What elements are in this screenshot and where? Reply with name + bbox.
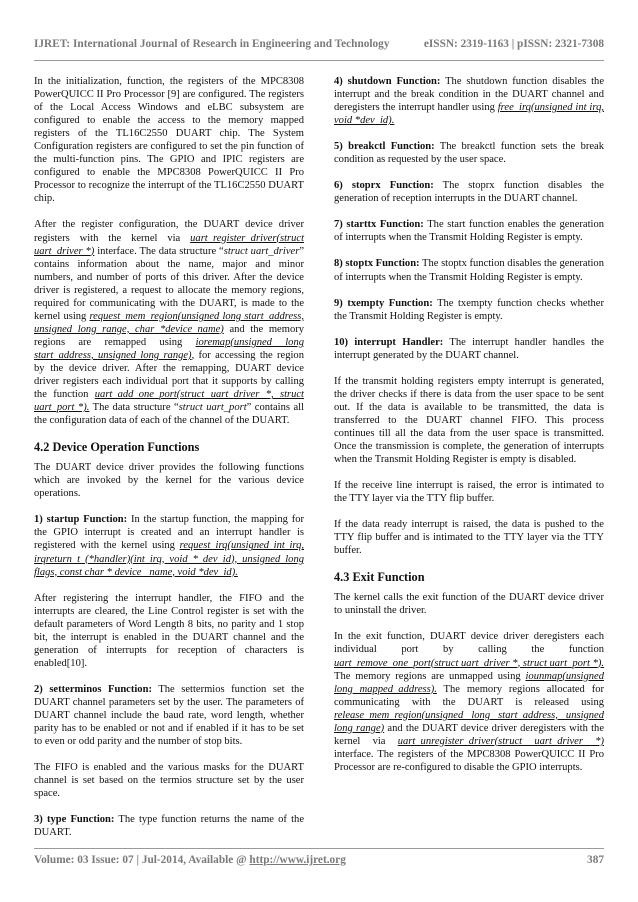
function-title: 9) txempty Function:: [334, 297, 433, 309]
code-ref: struct uart_port: [178, 402, 247, 414]
text-span: The type function returns the name of the DUART.: [34, 814, 304, 839]
paragraph-breakctl: [334, 140, 604, 166]
paragraph-stoptx: [334, 257, 604, 283]
text-span: ” contains information about the name, major and minor numbers, and number of ports of this driver. After the device driver is registered, a request to allocate the memory regions, required for communicating with the DUART, is made to the kernel using: [34, 245, 304, 322]
text-span: The txempty function checks whether the Transmit Holding Register is empty.: [334, 297, 604, 322]
paragraph-interrupt-handler: [334, 336, 604, 362]
text-span: The interrupt handler handles the interrupt generated by the DUART channel.: [334, 336, 604, 361]
paragraph-stoprx: [334, 179, 604, 205]
paragraph-receive-line: If the receive line interrupt is raised, the error is intimated to the TTY layer via the TTY flip buffer.: [334, 480, 604, 505]
code-ref: iounmap(unsigned long mapped_address).: [334, 670, 604, 695]
footer-divider: [34, 848, 604, 849]
paragraph-exit-details: [334, 630, 604, 774]
paragraph-data-ready: If the data ready interrupt is raised, the data is pushed to the TTY flip buffer and is intimated to the TTY layer via the TTY buffer.: [334, 519, 604, 557]
text-span: The memory regions allocated for communicating with the DUART is released using: [334, 683, 605, 708]
paragraph-after-register: After registering the interrupt handler, the FIFO and the interrupts are cleared, the Line Control register is set with the default parameters of Word Length 8 bits, no parity and 1 stop bit, the interrupt is enabled in the DUART channel and the generation of interrupts for reception of characters is enabled[10].: [34, 592, 304, 669]
function-title: 5) breakctl Function:: [334, 141, 435, 153]
paragraph-starttx: [334, 218, 604, 244]
code-ref: release_mem_region(unsigned long start_address, unsigned long range): [334, 709, 604, 734]
page-footer: [34, 854, 604, 866]
right-column: [334, 75, 604, 787]
text-span: ” contains all the configuration data of each of the channel of the DUART.: [34, 402, 304, 427]
function-title: 2) setterminos Function:: [34, 683, 152, 695]
issn-label: eISSN: 2319-1163 | pISSN: 2321-7308: [423, 38, 604, 50]
text-span: The stoptx function disables the generation of interrupts when the Transmit Holding Register is empty.: [334, 258, 604, 283]
function-title: 8) stoptx Function:: [334, 258, 420, 270]
text-span: and the DUART device driver deregisters with the kernel via: [334, 722, 605, 747]
paragraph-shutdown: [334, 75, 604, 127]
paragraph-startup: [34, 513, 304, 578]
text-span: The stoprx function disables the generation of reception interrupts in the DUART channel.: [334, 180, 604, 205]
function-title: 4) shutdown Function:: [334, 76, 441, 87]
journal-title: IJRET: International Journal of Research in Engineering and Technology: [34, 38, 390, 50]
code-ref: struct uart_driver: [223, 245, 300, 257]
paragraph-device-ops: The DUART device driver provides the following functions which are invoked by the kernel for the various device operations.: [34, 462, 304, 500]
code-ref: uart_unregister_driver(struct uart_driver *): [397, 735, 604, 747]
paragraph-transmit: If the transmit holding registers empty interrupt is generated, the driver checks if there is data from the user space to be sent out. If the data is available to be transmitted, the data is transferred to the DUART channel FIFO. This process continues till all the data from the user space is transmitted. Once the transmission is complete, the generation of interrupts when the Transmit Holding Register is empty is disabled.: [334, 375, 604, 466]
page-header: [34, 38, 604, 50]
left-column: [34, 75, 304, 852]
text-span: interface. The data structure “: [94, 245, 224, 257]
paragraph-txempty: [334, 297, 604, 323]
footer-volume: [34, 854, 346, 866]
paragraph-fifo: The FIFO is enabled and the various masks for the DUART channel is set based on the termios structure set by the user space.: [34, 762, 304, 800]
code-ref: request_irq(unsigned int irq, irqreturn_t (*handler)(int irq, void * dev_id), unsigned long flags, const char * device _name, void *dev_id).: [34, 540, 305, 578]
code-ref: uart_remove_one_port(struct uart_driver *, struct uart_port *).: [334, 657, 605, 669]
paragraph-settermios: [34, 683, 304, 748]
paragraph-register-config: [34, 218, 304, 427]
text-span: The start function enables the generation of interrupts when the Transmit Holding Register is empty.: [334, 219, 604, 244]
text-span: In the exit function, DUART device driver deregisters each individual port by calling the function: [334, 631, 604, 656]
text-span: In the startup function, the mapping for the GPIO interrupt is created and an interrupt handler is registered with the kernel using: [34, 514, 304, 552]
section-heading-4-3: 4.3 Exit Function: [334, 570, 425, 585]
code-ref: free_irq(unsigned int irq, void *dev_id).: [334, 102, 604, 127]
text-span: The data structure “: [89, 402, 179, 414]
code-ref: uart_add_one_port(struct uart_driver *, struct uart_port *).: [34, 389, 304, 414]
page-number: 387: [587, 854, 604, 866]
function-title: 10) interrupt Handler:: [334, 336, 444, 348]
section-heading-4-2: 4.2 Device Operation Functions: [34, 440, 200, 455]
code-ref: request_mem_region(unsigned long start_address, unsigned long range, char *device_name): [34, 310, 305, 335]
text-span: The memory regions are unmapped using: [334, 670, 526, 682]
text-span: interface. The registers of the MPC8308 PowerQUICC II Pro Processor are re-configured to disable the GPIO interrupts.: [334, 748, 604, 773]
header-divider: [34, 60, 604, 61]
code-ref: uart_register_driver(struct uart_driver *): [34, 232, 304, 257]
journal-link[interactable]: http://www.ijret.org: [249, 854, 346, 866]
text-span: After the register configuration, the DUART device driver registers with the kernel via: [34, 219, 304, 244]
text-span: The breakctl function sets the break condition as requested by the user space.: [334, 141, 605, 166]
text-span: The shutdown function disables the interrupt and the break condition in the DUART channel and deregisters the interrupt handler using: [334, 76, 604, 114]
paragraph-exit-intro: The kernel calls the exit function of the DUART device driver to uninstall the driver.: [334, 592, 604, 617]
function-title: 3) type Function:: [34, 814, 115, 826]
paragraph-init: In the initialization, function, the registers of the MPC8308 PowerQUICC II Pro Processor [9] are configured. The registers of the Local Access Windows and eLBC subsystem are configured to enable the access to the memory mapped registers of the TL16C2550 DUART chip. The System Configuration registers are configured to set the pin function of the multi-function pins. The GPIO and IPIC registers are configured to enable the MPC8308 PowerQUICC II Pro Processor to recognize the interrupt of the TL16C2550 DUART chip.: [34, 76, 304, 205]
text-span: The settermios function set the DUART channel parameters set by the user. The parameters of DUART channel include the baud rate, word length, whether parity has to be enabled or not and if enabled if it has to be set to even or odd parity and the number of stop bits.: [34, 683, 305, 748]
function-title: 7) starttx Function:: [334, 219, 424, 231]
text-span: and the memory regions are remapped using: [34, 323, 304, 348]
volume-text: Volume: 03 Issue: 07 | Jul-2014, Available @: [34, 854, 250, 866]
text-span: , for accessing the region by the device driver. After the remapping, DUART device driver registers each individual port that it supports by calling the function: [34, 349, 304, 401]
paragraph-type: [34, 813, 304, 839]
function-title: 6) stoprx Function:: [334, 180, 434, 192]
code-ref: ioremap(unsigned long start_address, unsigned long range): [34, 336, 305, 361]
function-title: 1) startup Function:: [34, 514, 128, 526]
